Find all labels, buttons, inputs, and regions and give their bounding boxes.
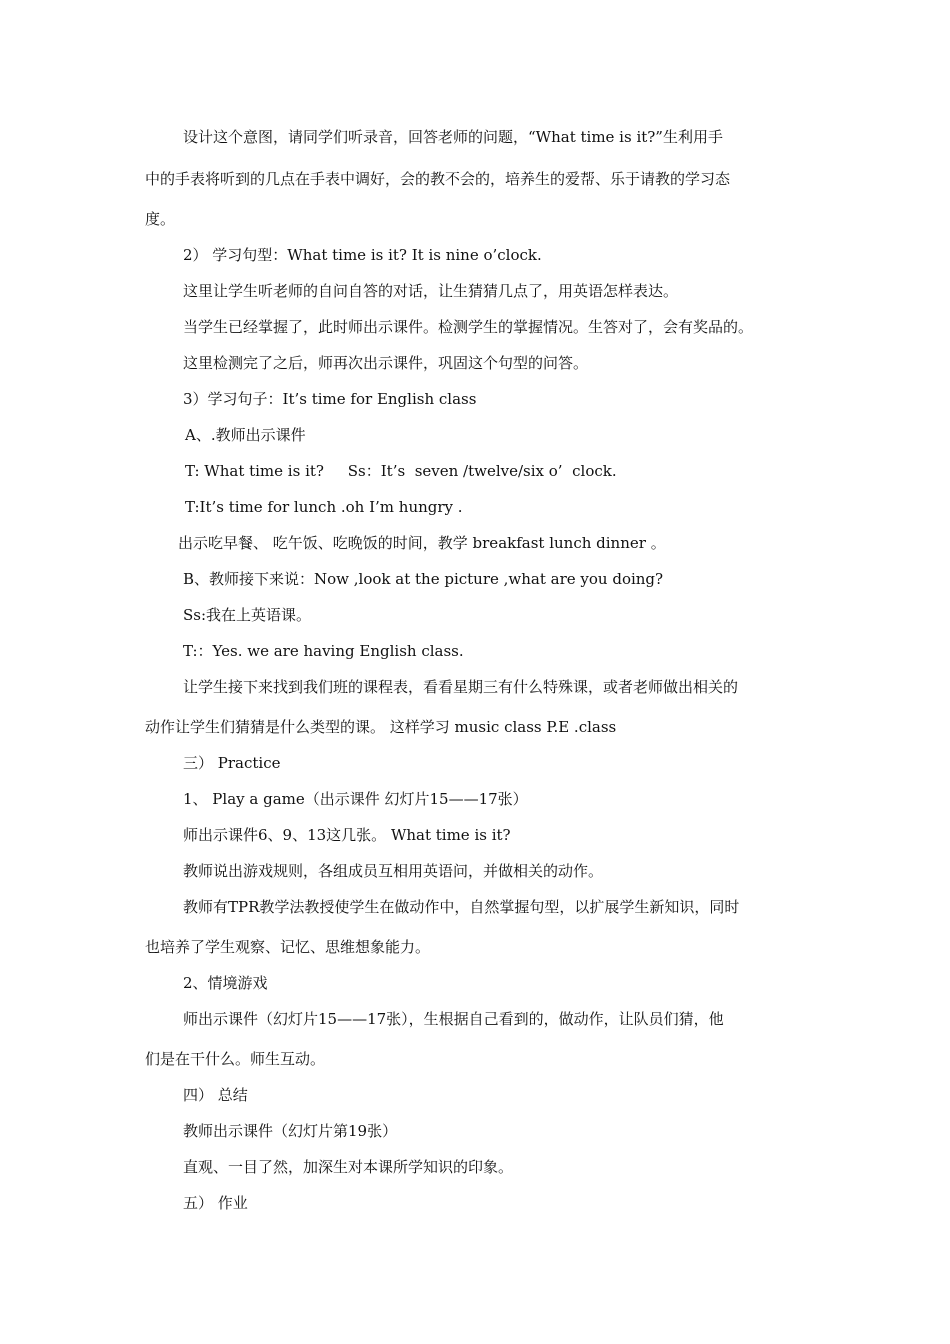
paragraph-intro-line-1: 设计这个意图，请同学们听录音，回答老师的问题，“What time is it?”生利用手 xyxy=(183,128,723,146)
section-3-heading: 3）学习句子：It’s time for English class xyxy=(183,390,477,408)
text-line: 这里检测完了之后，师再次出示课件，巩固这个句型的问答。 xyxy=(183,354,589,372)
paragraph-line: 也培养了学生观察、记忆、思维想象能力。 xyxy=(145,938,431,956)
paragraph-intro-line-2: 中的手表将听到的几点在手表中调好，会的教不会的，培养生的爱帮、乐于请教的学习态 xyxy=(145,170,731,188)
text-line: A、.教师出示课件 xyxy=(185,426,306,444)
section-2-heading: 2） 学习句型：What time is it? It is nine o’clock. xyxy=(183,246,542,264)
dialogue-line: Ss:我在上英语课。 xyxy=(183,606,312,624)
paragraph-line: 让学生接下来找到我们班的课程表，看看星期三有什么特殊课，或者老师做出相关的 xyxy=(183,678,739,696)
paragraph-line: 教师有TPR教学法教授使学生在做动作中，自然掌握句型，以扩展学生新知识，同时 xyxy=(183,898,740,916)
text-line: 教师说出游戏规则，各组成员互相用英语问，并做相关的动作。 xyxy=(183,862,604,880)
dialogue-line: T:It’s time for lunch .oh I’m hungry . xyxy=(185,498,463,516)
text-line: B、教师接下来说：Now ,look at the picture ,what are you doing? xyxy=(183,570,664,588)
dialogue-line: T:：Yes. we are having English class. xyxy=(183,642,464,660)
dialogue-line: T: What time is it? Ss：It’s seven /twelve/six o’ clock. xyxy=(185,462,617,480)
paragraph-line: 动作让学生们猜猜是什么类型的课。 这样学习 music class P.E .class xyxy=(145,718,617,736)
section-practice-heading: 三） Practice xyxy=(183,754,281,772)
paragraph-line: 师出示课件（幻灯片15——17张），生根据自己看到的，做动作，让队员们猜，他 xyxy=(183,1010,724,1028)
paragraph-intro-line-3: 度。 xyxy=(145,210,176,228)
text-line: 1、 Play a game（出示课件 幻灯片15——17张） xyxy=(183,790,528,808)
section-summary-heading: 四） 总结 xyxy=(183,1086,248,1104)
text-line: 师出示课件6、9、13这几张。 What time is it? xyxy=(183,826,511,844)
text-line: 出示吃早餐、 吃午饭、吃晚饭的时间，教学 breakfast lunch dinner 。 xyxy=(178,534,666,552)
section-homework-heading: 五） 作业 xyxy=(183,1194,248,1212)
text-line: 教师出示课件（幻灯片第19张） xyxy=(183,1122,398,1140)
text-line: 当学生已经掌握了，此时师出示课件。检测学生的掌握情况。生答对了，会有奖品的。 xyxy=(183,318,754,336)
text-line: 直观、一目了然，加深生对本课所学知识的印象。 xyxy=(183,1158,514,1176)
paragraph-line: 们是在干什么。师生互动。 xyxy=(145,1050,326,1068)
subsection-heading: 2、情境游戏 xyxy=(183,974,268,992)
text-line: 这里让学生听老师的自问自答的对话，让生猜猜几点了，用英语怎样表达。 xyxy=(183,282,679,300)
